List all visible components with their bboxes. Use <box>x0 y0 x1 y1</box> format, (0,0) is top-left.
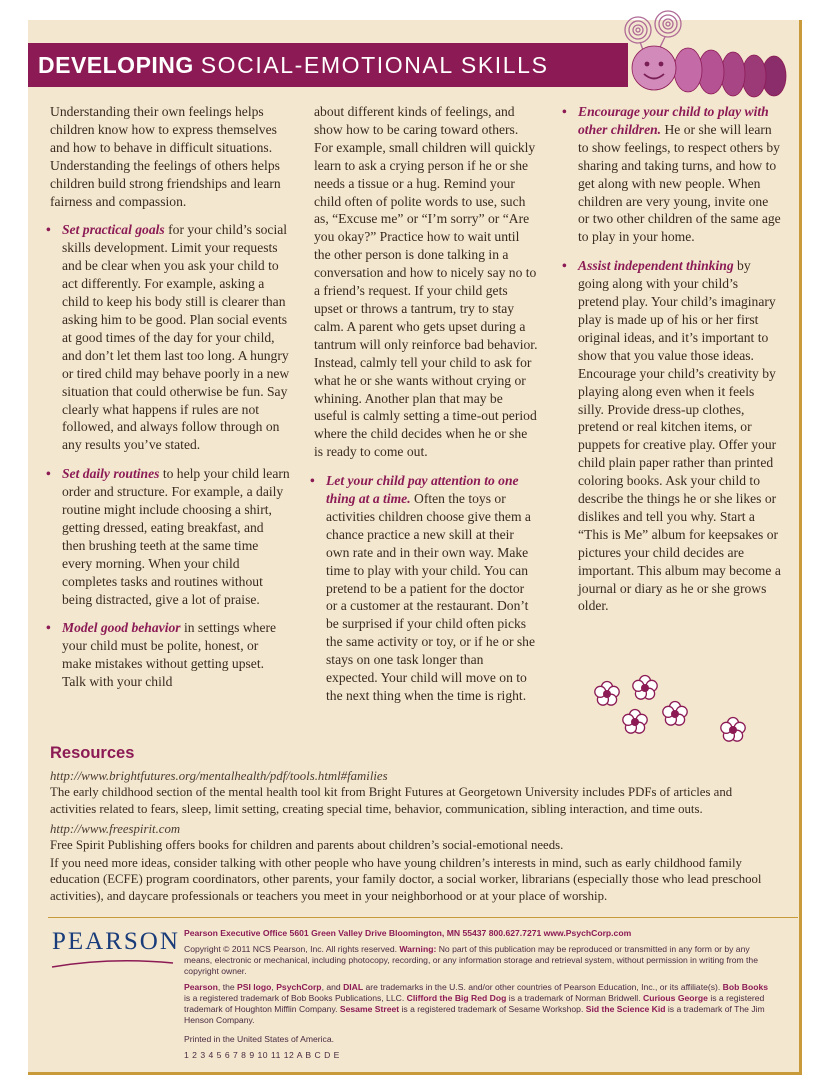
column-2 <box>310 103 538 716</box>
flower-icon <box>721 718 745 742</box>
copyright-text-rest: No part of this publication may be reproduced or transmitted in any form or by any means, electronic or mechanical, including photocopy, recording, or any information storage and retrieval system, without permission in writing from the copyright owner. <box>184 944 758 976</box>
resource-link[interactable]: http://www.brightfutures.org/mentalhealth/pdf/tools.html#families <box>50 769 388 783</box>
tm-text: , and <box>321 982 344 992</box>
footer-trademarks <box>184 982 774 1026</box>
copyright-text: Copyright © 2011 NCS Pearson, Inc. All rights reserved. <box>184 944 400 954</box>
tm-text: is a registered trademark of Bob Books Publications, LLC. <box>184 993 407 1003</box>
flowers-illustration <box>585 672 765 752</box>
footer-divider <box>48 917 798 918</box>
resource-more-ideas: If you need more ideas, consider talking with other people who have young children’s interests in mind, such as early childhood family education (ECFE) program coordinators, other parents, your family doctor, a social worker, librarians (especially those who lead preschool activities), and daycare professionals or teachers you meet in your neighborhood or at your place of worship. <box>50 856 762 903</box>
tip-title: Let your child pay attention to one thing at a time. <box>326 473 519 507</box>
flower-icon <box>623 710 647 734</box>
caterpillar-body <box>632 46 786 97</box>
tip-body: by going along with your child’s pretend play. Your child’s imaginary play is made up of his or her first original ideas, and it’s important to show that you value those ideas. Encourage your child’s creativity by playing along even when it feels silly. Provide dress-up clothes, pretend or real kitchen items, or puppets for creative play. Offer your child plain paper rather than printed coloring books. Ask your child to describe the things he or she likes or dislikes and tell you why. Start a “This is Me” album for keepsakes or pictures your child decides are important. This album may become a journal or diary as he or she grows older. <box>578 258 781 614</box>
resource-link[interactable]: http://www.freespirit.com <box>50 822 181 836</box>
footer-office: Pearson Executive Office 5601 Green Valley Drive Bloomington, MN 55437 800.627.7271 www.PsychCorp.com <box>184 928 632 938</box>
tip-play-with-other-children <box>562 103 781 246</box>
tm-text: , the <box>217 982 238 992</box>
tm-name: Bob Books <box>722 982 769 992</box>
resource-freespirit <box>50 821 770 854</box>
resource-description: Free Spirit Publishing offers books for children and parents about children’s social-emotional needs. <box>50 838 564 853</box>
bullet-icon: • <box>46 620 51 636</box>
tip-title: Set practical goals <box>62 222 165 238</box>
page-title-rest: SOCIAL-EMOTIONAL SKILLS <box>200 52 549 78</box>
tm-text: is a trademark of Norman Bridwell. <box>506 993 643 1003</box>
resource-brightfutures <box>50 768 770 817</box>
flower-icon <box>595 682 619 706</box>
pearson-logo: PEARSON <box>52 928 180 955</box>
tm-name: PSI logo <box>237 982 272 992</box>
intro-paragraph: Understanding their own feelings helps children know how to express themselves and how to behave in difficult situations. Understanding the feelings of others helps children build strong friendships and learn fairness and compassion. <box>50 104 281 209</box>
tm-text: , <box>271 982 277 992</box>
tip-body: to help your child learn order and structure. For example, a daily routine might include choosing a shirt, getting dressed, eating breakfast, and then brushing teeth at the same time every morning. When your child completes tasks and routines without being distracted, give a lot of praise. <box>62 466 290 607</box>
tip-one-thing-at-a-time <box>310 472 538 705</box>
flower-icon <box>663 702 687 726</box>
footer-printed: Printed in the United States of America. <box>184 1034 334 1044</box>
tip-model-good-behavior <box>46 619 290 691</box>
tm-name: Curious George <box>642 993 708 1003</box>
tip-set-daily-routines <box>46 465 290 608</box>
tip-title: Set daily routines <box>62 466 160 482</box>
column-1 <box>46 103 290 702</box>
tm-name: Pearson <box>184 982 218 992</box>
bullet-icon: • <box>562 258 567 274</box>
tm-name: Sesame Street <box>339 1004 400 1014</box>
flower-icon <box>633 676 657 700</box>
tm-text: is a trademark of The Jim Henson Company. <box>184 1004 765 1025</box>
tm-name: PsychCorp <box>276 982 322 992</box>
footer-copyright <box>184 944 774 977</box>
bullet-icon: • <box>310 473 315 489</box>
bullet-icon: • <box>46 222 51 238</box>
tm-text: is a registered trademark of Houghton Mifflin Company. <box>184 993 765 1014</box>
tip-set-practical-goals <box>46 221 290 454</box>
resources-heading: Resources <box>50 744 135 762</box>
page-title <box>38 52 549 79</box>
page-title-bold: DEVELOPING <box>38 52 194 78</box>
tm-text: are trademarks in the U.S. and/or other countries of Pearson Education, Inc., or its affiliate(s). <box>363 982 723 992</box>
tip-title: Assist independent thinking <box>578 258 734 274</box>
tip-title: Model good behavior <box>62 620 181 636</box>
footer-print-codes: 1 2 3 4 5 6 7 8 9 10 11 12 A B C D E <box>184 1050 340 1060</box>
warning-label: Warning: <box>399 944 437 954</box>
tip-body: Often the toys or activities children choose give them a chance practice a new skill at their own rate and in their own way. Make time to play with your child. You can pretend to be a patient for the doctor or a customer at the restaurant. Don’t be surprised if your child often picks the same activity or toy, or if he or she stays on one task longer than expected. Your child will move on to the next thing when the time is right. <box>326 491 536 703</box>
caterpillar-illustration <box>610 2 800 112</box>
tip-body: for your child’s social skills development. Limit your requests and be clear when you ask your child to act differently. For example, asking a child to keep his body still is clearer than asking him to be good. Plan social events at good times of the day for your child, and don’t let them last too long. A hungry or tired child may behave poorly in a new situation that could otherwise be fun. Say clearly what happens if rules are not followed, and always follow through on any results you’ve stated. <box>62 222 290 453</box>
tm-name: Sid the Science Kid <box>585 1004 666 1014</box>
pearson-swoosh-icon <box>50 956 175 970</box>
bullet-icon: • <box>562 104 567 119</box>
tip-assist-independent-thinking <box>562 257 781 615</box>
tip-body: He or she will learn to show feelings, to respect others by sharing and taking turns, and how to get along with new people. When children are very young, invite one or two other children of the same age to play in your home. <box>578 121 781 245</box>
tm-text: is a registered trademark of Sesame Workshop. <box>399 1004 586 1014</box>
column-3 <box>562 103 781 626</box>
tip-body: in settings where your child must be polite, honest, or make mistakes without getting upset. Talk with your child <box>62 620 277 690</box>
bullet-icon: • <box>46 466 51 482</box>
continued-paragraph: about different kinds of feelings, and show how to be caring toward others. For example, small children will quickly learn to ask a crying person if he or she needs a tissue or a hug. Remind your child often of polite words to use, such as, “Excuse me” or “I’m sorry” or “Are you okay?” Practice how to wait until the other person is done talking in a conversation and how to nicely say no to a friend’s request. If your child gets upset or throws a tantrum, try to stay calm. A parent who gets upset during a tantrum will only reinforce bad behavior. Instead, calmly tell your child to ask for what he or she wants without crying or whining. Another plan that may be useful is calmly setting a time-out period where the child decides when he or she is ready to come out. <box>314 104 538 460</box>
tip-title: Encourage your child to play with other children. <box>578 104 769 137</box>
tm-name: DIAL <box>343 982 364 992</box>
tm-name: Clifford the Big Red Dog <box>406 993 507 1003</box>
resource-description: The early childhood section of the mental health tool kit from Bright Futures at Georgetown University includes PDFs of articles and activities related to fears, sleep, limit setting, creating special time, behavior, communication, sibling interaction, and time outs. <box>50 785 733 816</box>
